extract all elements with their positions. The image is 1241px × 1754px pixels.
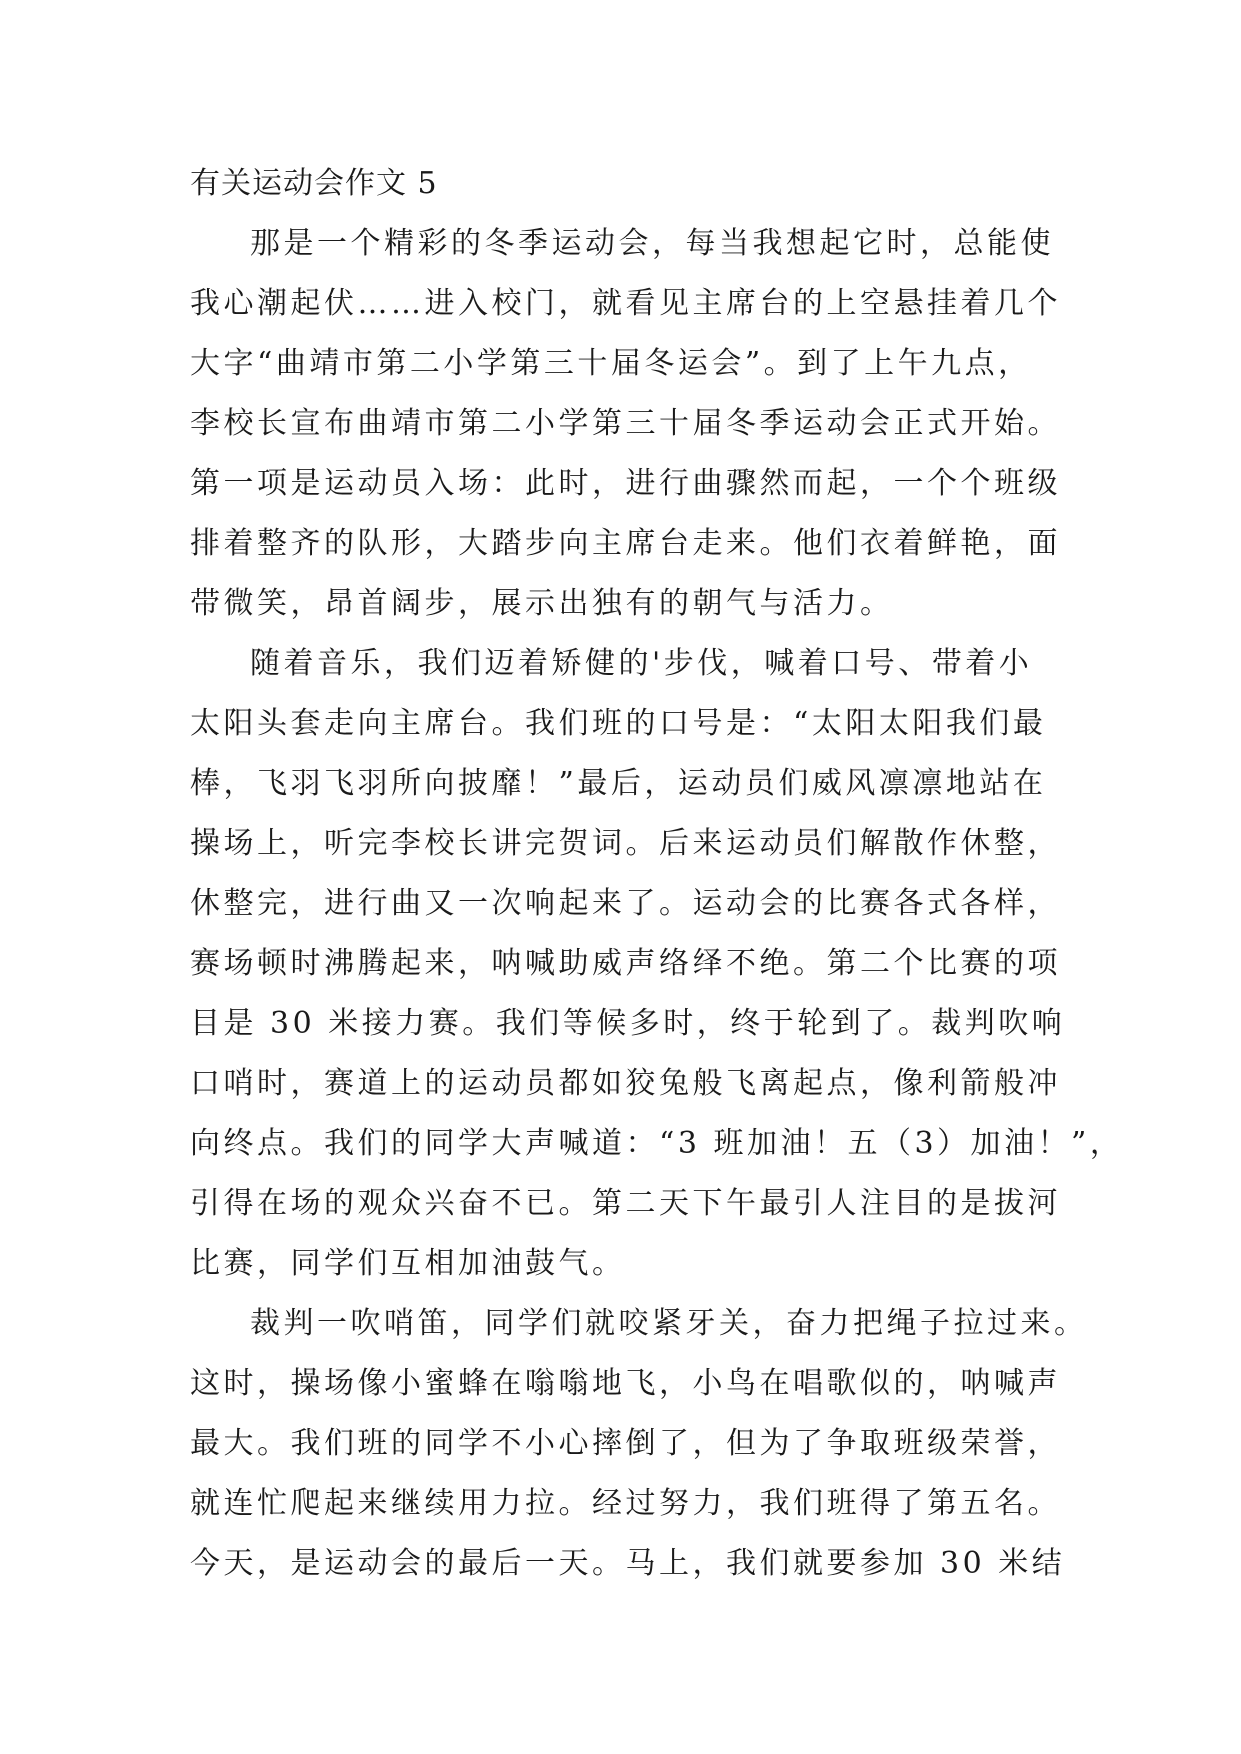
text-line: 目是 30 米接力赛。我们等候多时，终于轮到了。裁判吹响 (190, 1006, 1066, 1041)
text-line: 赛场顿时沸腾起来，呐喊助威声络绎不绝。第二个比赛的项 (190, 946, 1061, 981)
text-line: 这时，操场像小蜜蜂在嗡嗡地飞，小鸟在唱歌似的，呐喊声 (190, 1366, 1061, 1401)
text-line: 向终点。我们的同学大声喊道：“3 班加油！五（3）加油！”， (190, 1126, 1124, 1161)
text-line: 那是一个精彩的冬季运动会，每当我想起它时，总能使 (250, 226, 1054, 261)
text-line: 口哨时，赛道上的运动员都如狡兔般飞离起点，像利箭般冲 (190, 1066, 1061, 1101)
text-line: 最大。我们班的同学不小心摔倒了，但为了争取班级荣誉， (190, 1426, 1061, 1461)
document-title: 有关运动会作文 5 (190, 166, 438, 201)
text-line: 随着音乐，我们迈着矫健的'步伐，喊着口号、带着小 (250, 646, 1033, 681)
text-line: 引得在场的观众兴奋不已。第二天下午最引人注目的是拔河 (190, 1186, 1061, 1221)
text-line: 裁判一吹哨笛，同学们就咬紧牙关，奋力把绳子拉过来。 (250, 1306, 1088, 1341)
text-line: 第一项是运动员入场：此时，进行曲骤然而起，一个个班级 (190, 466, 1061, 501)
text-line: 李校长宣布曲靖市第二小学第三十届冬季运动会正式开始。 (190, 406, 1061, 441)
text-line: 太阳头套走向主席台。我们班的口号是：“太阳太阳我们最 (190, 706, 1047, 741)
text-line: 排着整齐的队形，大踏步向主席台走来。他们衣着鲜艳，面 (190, 526, 1061, 561)
text-line: 就连忙爬起来继续用力拉。经过努力，我们班得了第五名。 (190, 1486, 1061, 1521)
text-line: 比赛，同学们互相加油鼓气。 (190, 1246, 626, 1281)
text-line: 操场上，听完李校长讲完贺词。后来运动员们解散作休整， (190, 826, 1061, 861)
text-line: 今天，是运动会的最后一天。马上，我们就要参加 30 米结 (190, 1546, 1066, 1581)
text-line: 棒，飞羽飞羽所向披靡！”最后，运动员们威风凛凛地站在 (190, 766, 1047, 801)
text-line: 休整完，进行曲又一次响起来了。运动会的比赛各式各样， (190, 886, 1061, 921)
text-line: 大字“曲靖市第二小学第三十届冬运会”。到了上午九点， (190, 346, 1032, 381)
text-line: 带微笑，昂首阔步，展示出独有的朝气与活力。 (190, 586, 894, 621)
text-line: 我心潮起伏……进入校门，就看见主席台的上空悬挂着几个 (190, 286, 1061, 321)
